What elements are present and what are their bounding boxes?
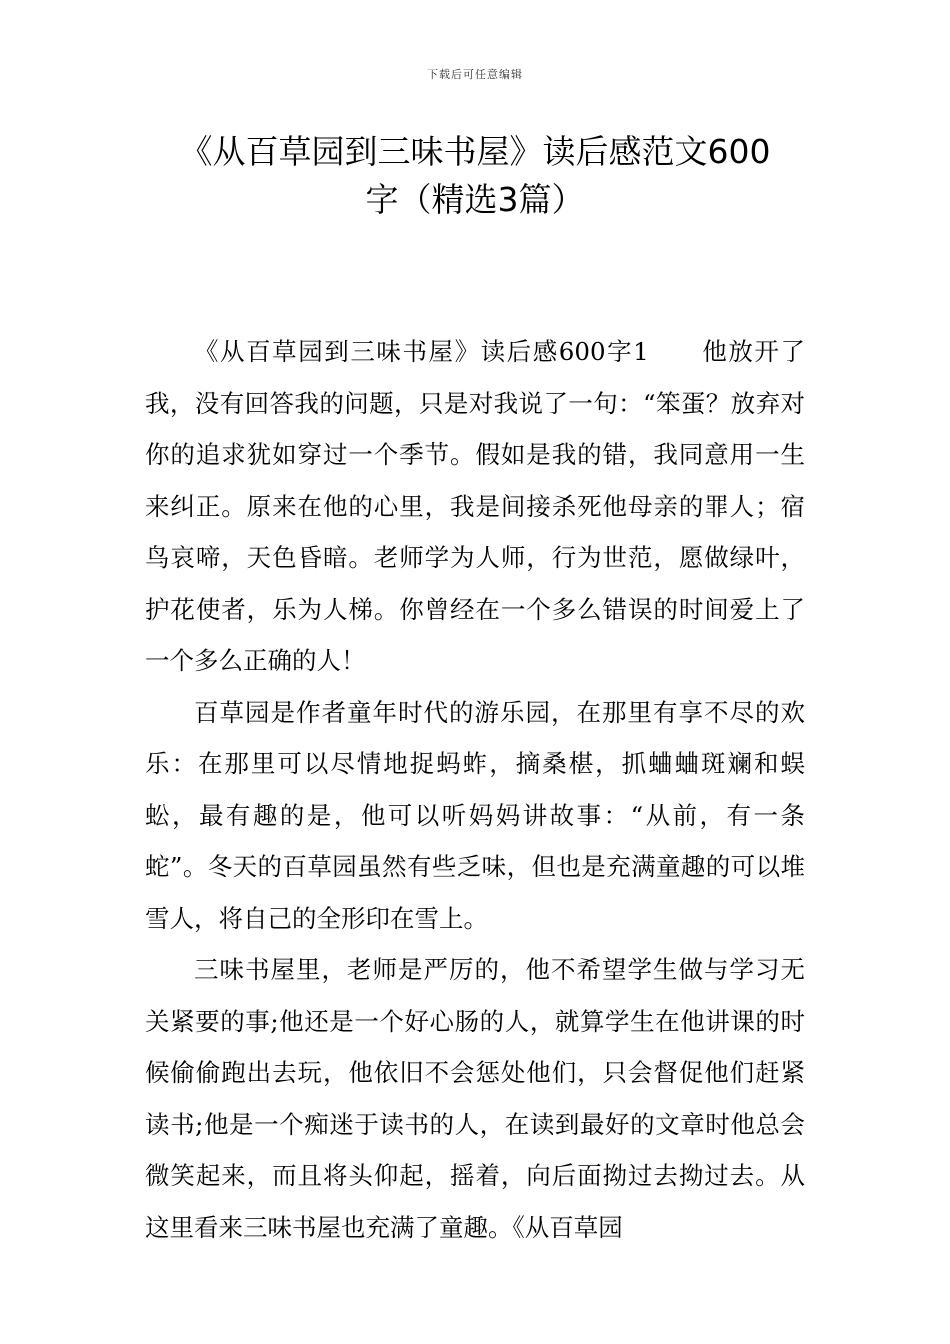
header-note: 下载后可任意编辑	[427, 68, 523, 81]
document-body	[145, 326, 805, 1253]
paragraph-2: 百草园是作者童年时代的游乐园，在那里有享不尽的欢乐：在那里可以尽情地捉蚂蚱，摘桑椹，抓蛐蛐斑斓和蜈蚣，最有趣的是，他可以听妈妈讲故事：“从前，有一条蛇”。冬天的百草园虽然有些乏味，但也是充满童趣的可以堆雪人，将自己的全形印在雪上。	[145, 697, 805, 933]
paragraph-3: 三味书屋里，老师是严厉的，他不希望学生做与学习无关紧要的事;他还是一个好心肠的人，就算学生在他讲课的时候偷偷跑出去玩，他依旧不会惩处他们，只会督促他们赶紧读书;他是一个痴迷于读书的人，在读到最好的文章时他总会微笑起来，而且将头仰起，摇着，向后面拗过去拗过去。从这里看来三味书屋也充满了童趣。《从百草园	[145, 955, 805, 1242]
document-title	[145, 128, 805, 224]
section-heading: 《从百草园到三味书屋》读后感600字1	[194, 337, 649, 366]
title-line-2: 字（精选3篇）	[365, 180, 585, 219]
paragraph-1	[145, 326, 805, 687]
title-line-1: 《从百草园到三味书屋》读后感范文600	[179, 132, 771, 171]
paragraph-1-text: 他放开了我，没有回答我的问题，只是对我说了一句：“笨蛋？放弃对你的追求犹如穿过一个季节。假如是我的错，我同意用一生来纠正。原来在他的心里，我是间接杀死他母亲的罪人；宿鸟哀啼，天色昏暗。老师学为人师，行为世范，愿做绿叶，护花使者，乐为人梯。你曾经在一个多么错误的时间爱上了一个多么正确的人！	[145, 337, 805, 675]
